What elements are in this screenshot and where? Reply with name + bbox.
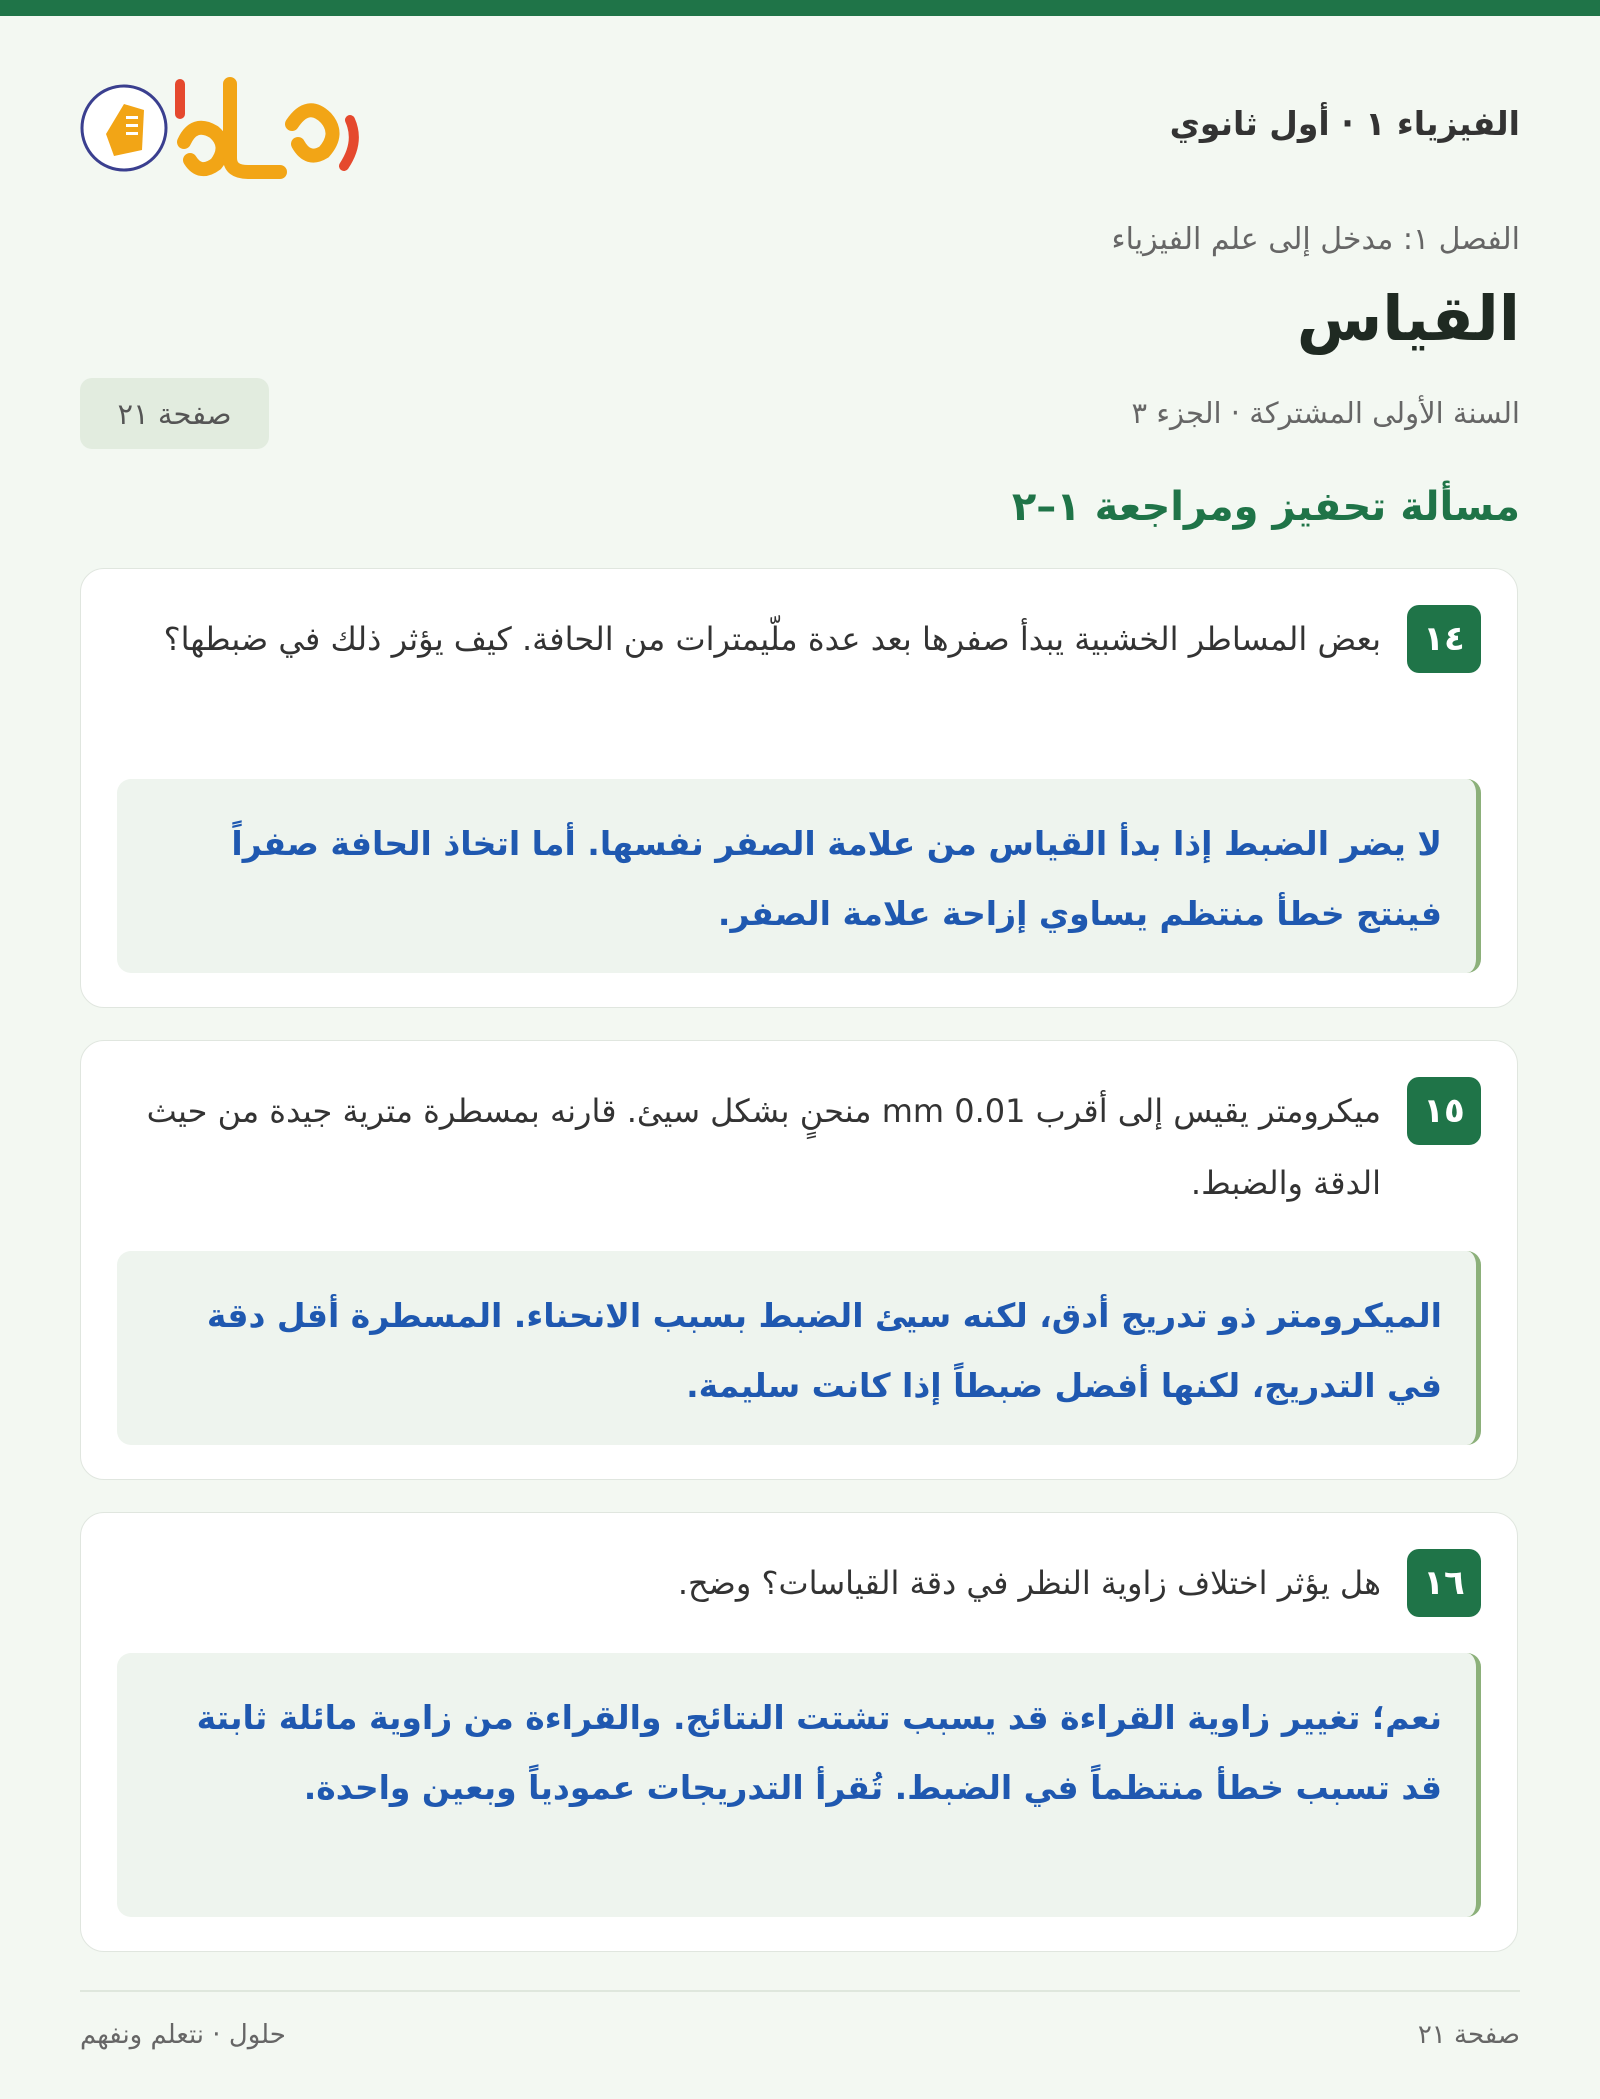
hulul-logo-icon [80, 64, 370, 184]
page-badge: صفحة ٢١ [80, 378, 269, 449]
question-number-badge: ١٦ [1407, 1549, 1481, 1617]
question-card-16 [80, 1512, 1518, 1952]
footer-divider [80, 1990, 1520, 1992]
footer-brand: حلول · نتعلم ونفهم [80, 2020, 286, 2050]
question-card-15 [80, 1040, 1518, 1480]
page-header [80, 64, 1520, 184]
top-accent-bar [0, 0, 1600, 16]
footer-page-number: صفحة ٢١ [1417, 2020, 1520, 2050]
question-number-badge: ١٥ [1407, 1077, 1481, 1145]
question-number-badge: ١٤ [1407, 605, 1481, 673]
answer-box: نعم؛ تغيير زاوية القراءة قد يسبب تشتت النتائج. والقراءة من زاوية مائلة ثابتة قد تسبب خطأ منتظماً في الضبط. تُقرأ التدريجات عمودياً وبعين واحدة. [117, 1653, 1481, 1917]
lesson-meta: السنة الأولى المشتركة · الجزء ٣ [1131, 396, 1520, 430]
hulul-logo [80, 64, 370, 184]
answer-box: الميكرومتر ذو تدريج أدق، لكنه سيئ الضبط بسبب الانحناء. المسطرة أقل دقة في التدريج، لكنها أفضل ضبطاً إذا كانت سليمة. [117, 1251, 1481, 1445]
section-title: مسألة تحفيز ومراجعة ١–٢ [1011, 484, 1520, 530]
question-text: ميكرومتر يقيس إلى أقرب 0.01 mm منحنٍ بشكل سيئ. قارنه بمسطرة مترية جيدة من حيث الدقة والضبط. [146, 1092, 1381, 1202]
page-title: القياس [1296, 282, 1520, 355]
question-text: هل يؤثر اختلاف زاوية النظر في دقة القياسات؟ وضح. [677, 1564, 1381, 1602]
question-card-14 [80, 568, 1518, 1008]
answer-box: لا يضر الضبط إذا بدأ القياس من علامة الصفر نفسها. أما اتخاذ الحافة صفراً فينتج خطأ منتظم يساوي إزاحة علامة الصفر. [117, 779, 1481, 973]
chapter-label: الفصل ١: مدخل إلى علم الفيزياء [1111, 222, 1520, 257]
subject-label: الفيزياء ١ · أول ثانوي [1169, 104, 1520, 143]
question-text: بعض المساطر الخشبية يبدأ صفرها بعد عدة ملّيمترات من الحافة. كيف يؤثر ذلك في ضبطها؟ [163, 620, 1381, 658]
